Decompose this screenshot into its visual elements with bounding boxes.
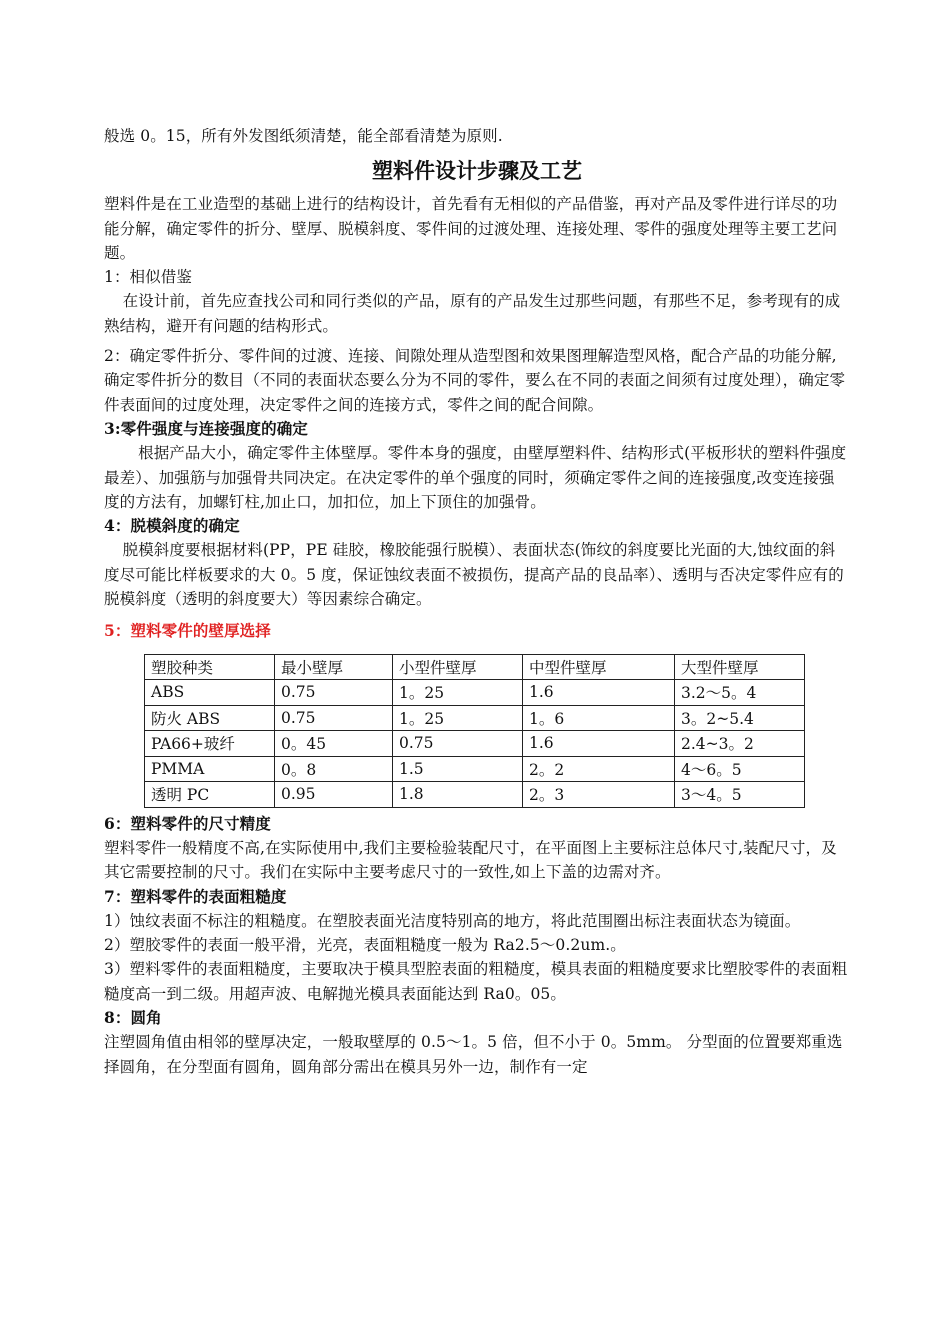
document-title: 塑料件设计步骤及工艺 [372, 159, 582, 184]
intro-paragraph: 塑料件是在工业造型的基础上进行的结构设计，首先看有无相似的产品借鉴，再对产品及零件进行详尽的功能分解，确定零件的折分、壁厚、脱模斜度、零件间的过渡处理、连接处理、零件的强度处理等主要工艺问题。 [104, 195, 838, 262]
table-cell: 1.8 [393, 782, 523, 808]
section-2-body: 2：确定零件折分、零件间的过渡、连接、间隙处理从造型图和效果图理解造型风格，配合产品的功能分解,确定零件折分的数目（不同的表面状态要么分为不同的零件，要么在不同的表面之间须有过度处理），确定零件表面间的过度处理，决定零件之间的连接方式，零件之间的配合间隙。 [104, 347, 846, 414]
table-cell: 2.4~3。2 [675, 731, 805, 757]
section-1-body: 在设计前，首先应查找公司和同行类似的产品，原有的产品发生过那些问题，有那些不足，参考现有的成熟结构，避开有问题的结构形式。 [104, 292, 841, 335]
table-cell: 3.2～5。4 [675, 680, 805, 706]
table-cell: 0。8 [275, 756, 393, 782]
table-cell: 透明 PC [145, 782, 275, 808]
table-cell: ABS [145, 680, 275, 706]
table-cell: 1。25 [393, 705, 523, 731]
section-8-body: 注塑圆角值由相邻的壁厚决定，一般取壁厚的 0.5～1。5 倍，但不小于 0。5mm。 分型面的位置要郑重选择圆角，在分型面有圆角，圆角部分需出在模具另外一边，制作有一定 [104, 1033, 843, 1076]
table-header-cell: 中型件壁厚 [523, 654, 675, 680]
table-cell: 0。45 [275, 731, 393, 757]
table-header-cell: 最小壁厚 [275, 654, 393, 680]
table-header-cell: 大型件壁厚 [675, 654, 805, 680]
table-cell: 1。25 [393, 680, 523, 706]
section-6-body: 塑料零件一般精度不高,在实际使用中,我们主要检验装配尺寸，在平面图上主要标注总体尺寸,装配尺寸，及其它需要控制的尺寸。我们在实际中主要考虑尺寸的一致性,如上下盖的边需对齐。 [104, 838, 837, 882]
table-header-row [145, 654, 805, 680]
section-3-body: 根据产品大小，确定零件主体壁厚。零件本身的强度，由壁厚塑料件、结构形式(平板形状的塑料件强度最差）、加强筋与加强骨共同决定。在决定零件的单个强度的同时，须确定零件之间的连接强度,改变连接强度的方法有，加螺钉柱,加止口，加扣位，加上下顶住的加强骨。 [104, 444, 847, 511]
table-cell: 3。2~5.4 [675, 705, 805, 731]
section-7-item-3: 3）塑料零件的表面粗糙度，主要取决于模具型腔表面的粗糙度，模具表面的粗糙度要求比塑胶零件的表面粗糙度高一到二级。用超声波、电解抛光模具表面能达到 Ra0。05。 [104, 960, 848, 1003]
section-4-heading: 4：脱模斜度的确定 [104, 516, 240, 536]
table-header-cell: 小型件壁厚 [393, 654, 523, 680]
section-3-heading: 3:零件强度与连接强度的确定 [104, 418, 308, 438]
table-cell: 0.75 [275, 680, 393, 706]
document-page [104, 124, 850, 1079]
table-cell: 1.6 [523, 680, 675, 706]
section-6-heading: 6：塑料零件的尺寸精度 [104, 813, 271, 833]
table-cell: 2。2 [523, 756, 675, 782]
table-header-cell: 塑胶种类 [145, 654, 275, 680]
continuation-line: 般选 0。15，所有外发图纸须清楚，能全部看清楚为原则. [104, 127, 503, 145]
table-cell: 1.5 [393, 756, 523, 782]
wall-thickness-table [144, 654, 805, 808]
section-5-heading: 5：塑料零件的壁厚选择 [104, 621, 271, 641]
table-row [145, 782, 805, 808]
section-7-item-1: 1）蚀纹表面不标注的粗糙度。在塑胶表面光洁度特别高的地方，将此范围圈出标注表面状态为镜面。 [104, 911, 801, 930]
table-cell: 防火 ABS [145, 705, 275, 731]
table-cell: 4～6。5 [675, 756, 805, 782]
section-8-heading: 8：圆角 [104, 1008, 162, 1028]
table-row [145, 705, 805, 731]
table-row [145, 731, 805, 757]
table-cell: PA66+玻纤 [145, 731, 275, 757]
table-cell: 0.75 [393, 731, 523, 757]
table-cell: 0.75 [275, 705, 393, 731]
table-row [145, 756, 805, 782]
section-1-heading: 1：相似借鉴 [104, 268, 192, 287]
section-7-item-2: 2）塑胶零件的表面一般平滑，光亮，表面粗糙度一般为 Ra2.5～0.2um.。 [104, 936, 626, 955]
table-cell: 0.95 [275, 782, 393, 808]
table-cell: 1。6 [523, 705, 675, 731]
section-4-body: 脱模斜度要根据材料(PP，PE 硅胶，橡胶能强行脱模）、表面状态(饰纹的斜度要比光面的大,蚀纹面的斜度尽可能比样板要求的大 0。5 度，保证蚀纹表面不被损伤，提高产品的良品率）、透明与否决定零件应有的脱模斜度（透明的斜度要大）等因素综合确定。 [104, 541, 844, 609]
table-cell: PMMA [145, 756, 275, 782]
table-cell: 3～4。5 [675, 782, 805, 808]
table-cell: 2。3 [523, 782, 675, 808]
section-7-heading: 7：塑料零件的表面粗糙度 [104, 886, 287, 906]
table-row [145, 680, 805, 706]
table-cell: 1.6 [523, 731, 675, 757]
